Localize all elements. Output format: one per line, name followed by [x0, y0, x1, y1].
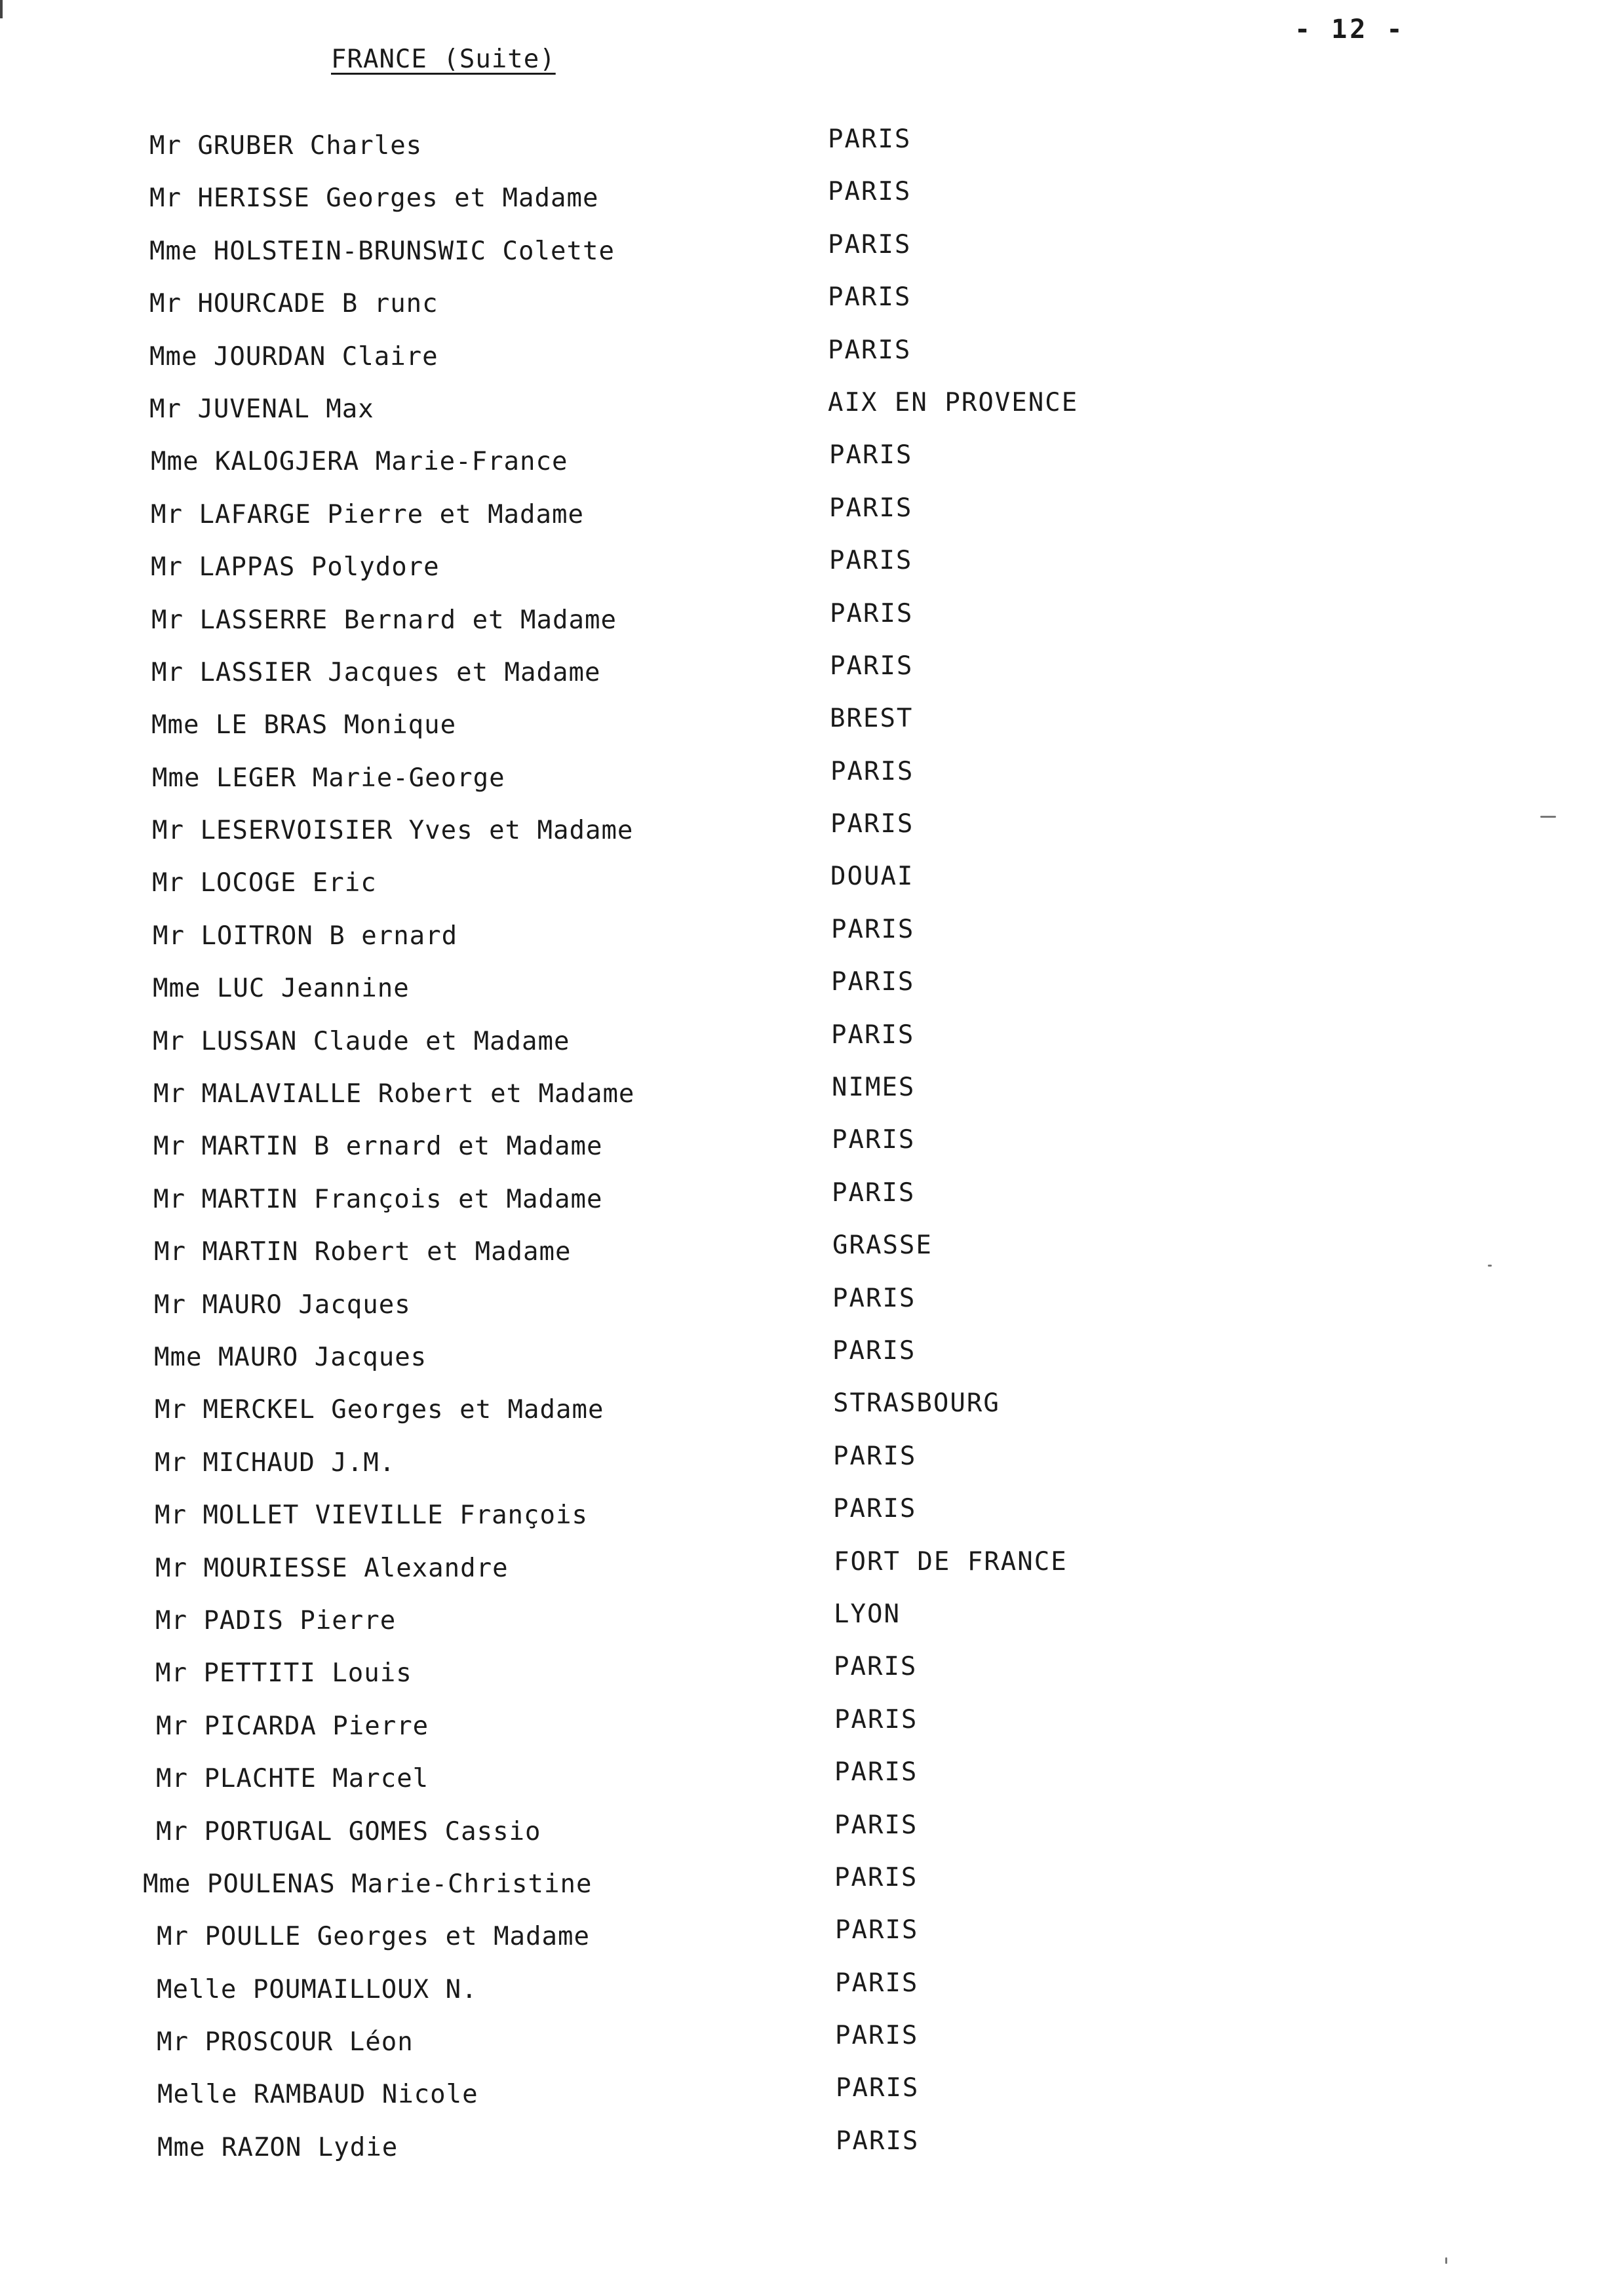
entry-city: PARIS: [828, 124, 912, 154]
entry-city: PARIS: [832, 1177, 916, 1208]
entry-name: Mr HOURCADE B runc: [149, 289, 438, 319]
entry-name: Mme KALOGJERA Marie-France: [151, 447, 568, 477]
entry-name: Mr GRUBER Charles: [149, 131, 423, 161]
list-item: [157, 2021, 1205, 2080]
scan-speck: [1445, 2257, 1447, 2264]
entry-city: PARIS: [831, 914, 915, 944]
entry-name: Melle RAMBAUD Nicole: [157, 2080, 478, 2110]
list-item: [149, 282, 1198, 341]
list-item: [156, 1704, 1205, 1764]
entry-name: Mr PICARDA Pierre: [156, 1711, 429, 1741]
list-item: [151, 493, 1199, 552]
entry-name: Mme LEGER Marie-George: [152, 763, 505, 793]
entry-name: Mr MARTIN B ernard et Madame: [153, 1132, 603, 1162]
entry-city: PARIS: [833, 1441, 917, 1471]
entry-name: Mr LESERVOISIER Yves et Madame: [152, 816, 634, 846]
list-item: [156, 1757, 1205, 1816]
entry-name: Mme LUC Jeannine: [153, 974, 410, 1004]
entry-city: AIX EN PROVENCE: [828, 387, 1079, 417]
list-item: [154, 1335, 1203, 1395]
entry-name: Mr PROSCOUR Léon: [157, 2027, 414, 2057]
entry-name: Mr HERISSE Georges et Madame: [149, 183, 599, 214]
list-item: [151, 704, 1200, 763]
list-item: [153, 1125, 1202, 1184]
scan-mark: [0, 0, 3, 18]
entry-name: Mr JUVENAL Max: [149, 394, 374, 424]
list-item: [151, 440, 1199, 499]
entry-city: PARIS: [830, 651, 914, 681]
list-item: [149, 387, 1198, 447]
list-item: [155, 1494, 1203, 1553]
entry-city: PARIS: [834, 1704, 918, 1734]
list-item: [157, 2126, 1206, 2185]
entry-city: PARIS: [835, 1915, 919, 1945]
entry-name: Mr MAURO Jacques: [154, 1290, 411, 1320]
entry-name: Mr LAFARGE Pierre et Madame: [151, 499, 584, 529]
entry-city: PARIS: [834, 1810, 918, 1840]
entry-name: Mr POULLE Georges et Madame: [157, 1922, 590, 1952]
entry-name: Mme MAURO Jacques: [154, 1342, 427, 1372]
list-item: [156, 1810, 1205, 1869]
list-item: [154, 1283, 1203, 1343]
entry-city: PARIS: [833, 1494, 917, 1524]
entry-city: PARIS: [835, 1968, 919, 1998]
entry-city: PARIS: [836, 2073, 920, 2103]
list-item: [155, 1388, 1203, 1447]
entry-city: DOUAI: [830, 862, 914, 892]
entry-city: LYON: [834, 1599, 901, 1629]
entry-name: Mr MARTIN Robert et Madame: [154, 1237, 572, 1267]
entry-city: PARIS: [831, 1020, 915, 1050]
entry-name: Mme LE BRAS Monique: [151, 710, 457, 740]
list-item: [155, 1652, 1204, 1711]
attendee-list: [143, 124, 1198, 2185]
list-item: [153, 1073, 1202, 1132]
entry-city: STRASBOURG: [833, 1388, 1000, 1419]
entry-name: Melle POUMAILLOUX N.: [157, 1974, 478, 2004]
scan-speck: [1488, 1265, 1492, 1267]
entry-city: PARIS: [832, 1125, 916, 1155]
entry-name: Mr LAPPAS Polydore: [151, 552, 440, 583]
entry-city: PARIS: [836, 2126, 920, 2156]
entry-city: PARIS: [835, 2021, 919, 2051]
entry-name: Mr LOCOGE Eric: [152, 868, 377, 898]
entry-name: Mr MERCKEL Georges et Madame: [155, 1395, 604, 1425]
entry-name: Mme HOLSTEIN-BRUNSWIC Colette: [149, 236, 615, 266]
entry-city: PARIS: [829, 493, 913, 523]
list-item: [153, 1177, 1202, 1237]
list-item: [149, 229, 1198, 289]
entry-name: Mr MOURIESSE Alexandre: [155, 1553, 509, 1583]
entry-name: Mr PADIS Pierre: [155, 1605, 397, 1636]
entry-name: Mr MOLLET VIEVILLE François: [155, 1501, 588, 1531]
entry-city: PARIS: [832, 1335, 916, 1366]
list-item: [151, 598, 1200, 658]
entry-name: Mr LASSIER Jacques et Madame: [151, 657, 601, 687]
list-item: [157, 1915, 1205, 1974]
list-item: [155, 1546, 1204, 1606]
entry-name: Mr LOITRON B ernard: [153, 921, 458, 951]
list-item: [153, 1020, 1201, 1079]
scan-speck: [1540, 816, 1556, 818]
entry-name: Mr LUSSAN Claude et Madame: [153, 1026, 570, 1056]
list-item: [152, 809, 1201, 868]
list-item: [157, 1968, 1205, 2027]
entry-city: PARIS: [831, 967, 915, 997]
entry-city: GRASSE: [832, 1231, 933, 1261]
entry-name: Mr MARTIN François et Madame: [153, 1184, 603, 1214]
list-item: [149, 124, 1198, 183]
entry-city: PARIS: [830, 809, 914, 839]
entry-name: Mme POULENAS Marie-Christine: [143, 1869, 593, 1899]
entry-city: PARIS: [832, 1283, 916, 1313]
entry-city: PARIS: [828, 177, 912, 207]
entry-city: PARIS: [834, 1757, 918, 1788]
entry-city: PARIS: [828, 229, 912, 259]
list-item: [152, 756, 1201, 816]
page-number: - 12 -: [1294, 14, 1405, 45]
list-item: [152, 862, 1201, 921]
entry-name: Mr MALAVIALLE Robert et Madame: [153, 1079, 635, 1109]
entry-city: PARIS: [828, 282, 912, 313]
entry-city: PARIS: [829, 546, 913, 576]
list-item: [143, 1862, 1192, 1922]
list-item: [153, 914, 1201, 974]
list-item: [151, 546, 1199, 605]
list-item: [155, 1441, 1203, 1501]
entry-name: Mr PLACHTE Marcel: [156, 1764, 429, 1794]
entry-city: BREST: [830, 704, 914, 734]
list-item: [157, 2073, 1206, 2132]
list-item: [149, 177, 1198, 236]
entry-name: Mr PETTITI Louis: [155, 1658, 412, 1689]
entry-city: PARIS: [829, 440, 913, 470]
list-item: [155, 1599, 1204, 1658]
entry-name: Mr LASSERRE Bernard et Madame: [151, 605, 617, 635]
list-item: [151, 651, 1200, 710]
list-item: [149, 335, 1198, 394]
entry-city: PARIS: [830, 598, 914, 628]
list-item: [153, 967, 1201, 1026]
entry-city: FORT DE FRANCE: [834, 1546, 1068, 1577]
entry-name: Mr MICHAUD J.M.: [155, 1447, 396, 1478]
entry-city: PARIS: [834, 1862, 918, 1892]
entry-name: Mr PORTUGAL GOMES Cassio: [156, 1816, 541, 1846]
entry-city: NIMES: [832, 1073, 916, 1103]
entry-name: Mme JOURDAN Claire: [149, 341, 438, 372]
entry-city: PARIS: [828, 335, 912, 365]
entry-name: Mme RAZON Lydie: [157, 2132, 399, 2162]
entry-city: PARIS: [830, 756, 914, 786]
list-item: [154, 1231, 1203, 1290]
entry-city: PARIS: [834, 1652, 918, 1682]
page-heading: FRANCE (Suite): [331, 45, 556, 74]
